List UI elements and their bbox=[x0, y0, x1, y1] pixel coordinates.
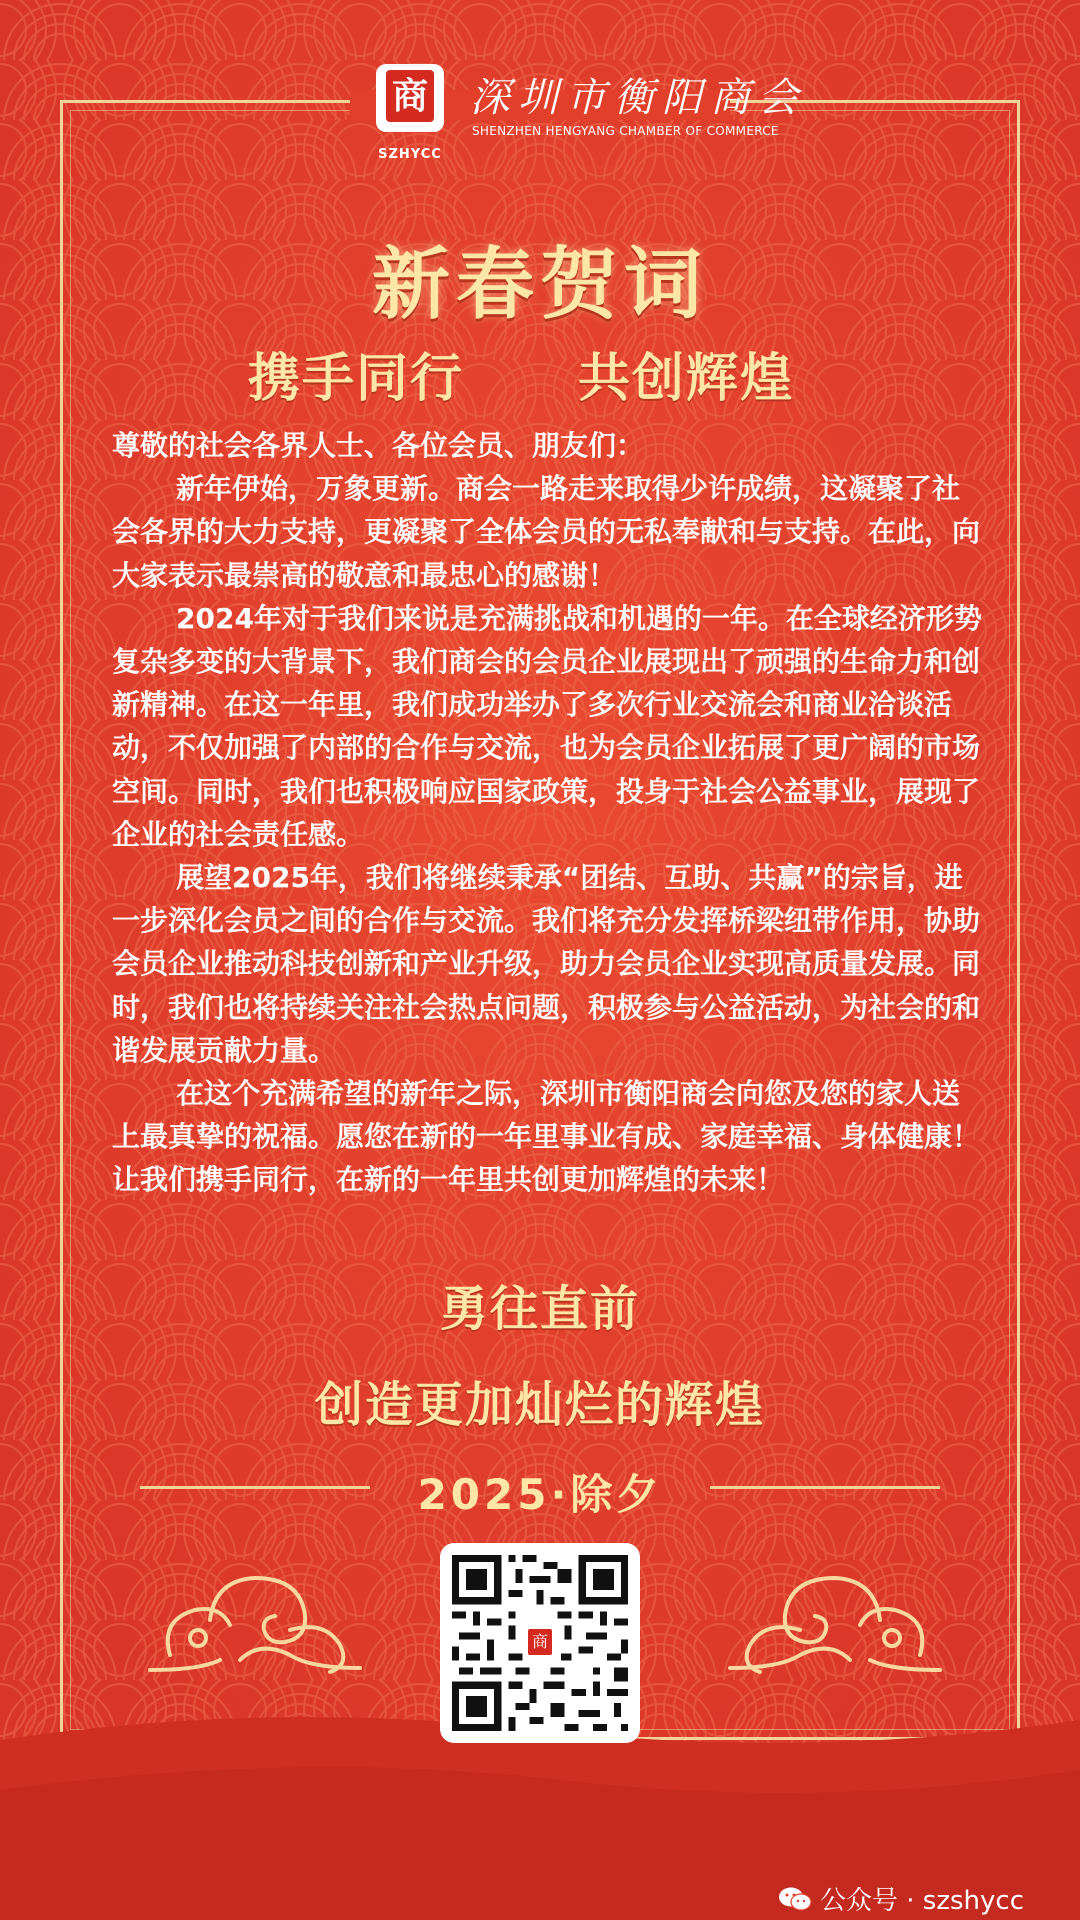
slogan-line-2: 创造更加灿烂的辉煌 bbox=[314, 1377, 765, 1433]
logo-abbreviation: SZHYCC bbox=[378, 147, 442, 162]
watermark-text: 公众号 · szshycc bbox=[820, 1886, 1024, 1916]
greeting-letter bbox=[112, 424, 982, 1202]
watermark bbox=[778, 1880, 1024, 1917]
paragraph-1: 新年伊始，万象更新。商会一路走来取得少许成绩，这凝聚了社会各界的大力支持，更凝聚了全体会员的无私奉献和与支持。在此，向大家表示最崇高的敬意和最忠心的感谢！ bbox=[112, 472, 981, 592]
qr-code[interactable] bbox=[440, 1543, 640, 1743]
greeting-line: 尊敬的社会各界人士、各位会员、朋友们： bbox=[112, 429, 645, 462]
subtitle-right: 共创辉煌 bbox=[578, 349, 795, 409]
wechat-icon bbox=[778, 1886, 812, 1912]
date-label: 2025·除夕 bbox=[417, 1470, 663, 1519]
paragraph-2: 2024年对于我们来说是充满挑战和机遇的一年。在全球经济形势复杂多变的大背景下，我们商会的会员企业展现出了顽强的生命力和创新精神。在这一年里，我们成功举办了多次行业交流会和商业洽谈活动，不仅加强了内部的合作与交流，也为会员企业拓展了更广阔的市场空间。同时，我们也积极响应国家政策，投身于社会公益事业，展现了企业的社会责任感。 bbox=[112, 601, 982, 851]
paragraph-4: 在这个充满希望的新年之际，深圳市衡阳商会向您及您的家人送上最真挚的祝福。愿您在新的一年里事业有成、家庭幸福、身体健康！让我们携手同行，在新的一年里共创更加辉煌的未来！ bbox=[112, 1077, 981, 1197]
paragraph-3: 展望2025年，我们将继续秉承“团结、互助、共赢”的宗旨，进一步深化会员之间的合作与交流。我们将充分发挥桥梁纽带作用，协助会员企业推动科技创新和产业升级，助力会员企业实现高质量发展。同时，我们也将持续关注社会热点问题，积极参与公益活动，为社会的和谐发展贡献力量。 bbox=[112, 861, 981, 1067]
auspicious-cloud-right-icon bbox=[720, 1560, 950, 1690]
subtitle-left: 携手同行 bbox=[248, 349, 465, 409]
logo-chinese-name: 深圳市衡阳商会 bbox=[470, 75, 806, 121]
qr-logo-icon: 商 bbox=[528, 1629, 552, 1655]
logo-english-name: SHENZHEN HENGYANG CHAMBER OF COMMERCE bbox=[472, 124, 779, 138]
auspicious-cloud-left-icon bbox=[140, 1560, 370, 1690]
page-title: 新春贺词 bbox=[371, 240, 708, 330]
seal-icon: 商 bbox=[386, 70, 434, 122]
slogan-line-1: 勇往直前 bbox=[439, 1281, 640, 1337]
